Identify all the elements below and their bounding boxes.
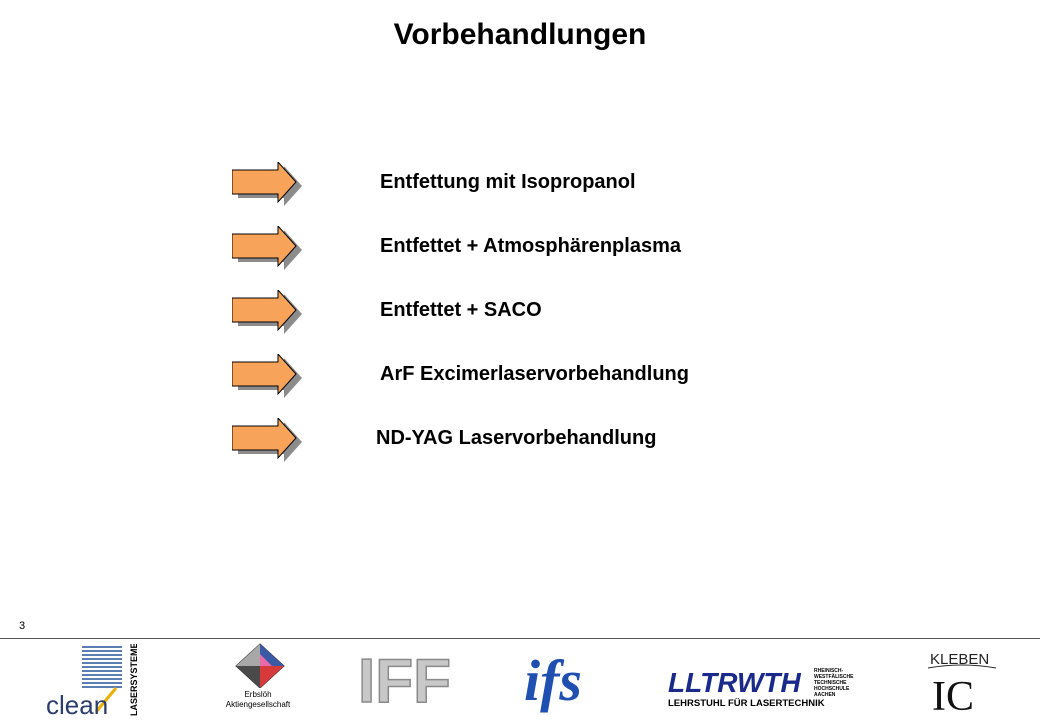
arrow-right-icon [232, 226, 304, 270]
svg-text:IC: IC [932, 674, 974, 716]
list-item-label: Entfettung mit Isopropanol [380, 171, 636, 193]
erbsloeh-logo [230, 642, 290, 688]
kleben-ic-logo [926, 644, 1000, 716]
erbsloeh-caption: Erbslöh Aktiengesellschaft [225, 690, 291, 709]
llt-rwth-logo [668, 664, 858, 710]
list-item-label: ArF Excimerlaservorbehandlung [380, 363, 689, 385]
arrow-right-icon [232, 162, 304, 206]
clean-lasersysteme-logo [40, 644, 150, 718]
svg-text:AACHEN: AACHEN [814, 692, 836, 698]
arrow-right-icon [232, 290, 304, 334]
svg-text:IFF: IFF [358, 648, 451, 714]
svg-text:clean: clean [46, 690, 109, 718]
svg-text:ifs: ifs [524, 648, 582, 713]
page-title: Vorbehandlungen [393, 18, 647, 51]
ifs-logo [520, 644, 600, 714]
svg-text:LEHRSTUHL FÜR LASERTECHNIK: LEHRSTUHL FÜR LASERTECHNIK [668, 698, 825, 709]
svg-text:WESTFÄLISCHE: WESTFÄLISCHE [814, 674, 854, 680]
page-number: 3 [19, 620, 26, 632]
list-item-label: ND-YAG Laservorbehandlung [376, 427, 657, 449]
arrow-right-icon [232, 418, 304, 462]
list-item-label: Entfettet + SACO [380, 299, 542, 321]
list-item-label: Entfettet + Atmosphärenplasma [380, 235, 681, 257]
svg-text:TECHNISCHE: TECHNISCHE [814, 680, 847, 686]
svg-text:RHEINISCH-: RHEINISCH- [814, 668, 844, 674]
svg-text:KLEBEN: KLEBEN [930, 651, 990, 668]
svg-text:LASERSYSTEME: LASERSYSTEME [129, 644, 139, 716]
arrow-right-icon [232, 354, 304, 398]
iff-logo [356, 648, 466, 714]
footer-divider [0, 638, 1040, 639]
svg-text:LLTRWTH: LLTRWTH [668, 667, 801, 698]
svg-text:HOCHSCHULE: HOCHSCHULE [814, 686, 850, 692]
